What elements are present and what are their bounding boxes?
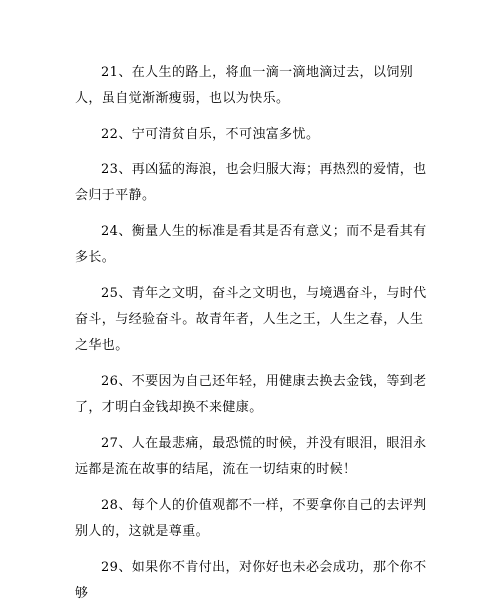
quote-paragraph-23: 23、再凶猛的海浪，也会归服大海；再热烈的爱情，也会归于平静。: [75, 162, 427, 203]
quote-paragraph-22: 22、宁可清贫自乐，不可浊富多忧。: [101, 127, 320, 142]
quote-paragraph-29-partial: 29、如果你不肯付出，对你好也未必会成功，那个你不够: [75, 560, 427, 601]
quote-paragraph-26: 26、不要因为自己还年轻，用健康去换去金钱，等到老了，才明白金钱却换不来健康。: [75, 374, 427, 415]
quote-paragraph-27: 27、人在最悲痛，最恐慌的时候，并没有眼泪，眼泪永远都是流在故事的结尾，流在一切结束的时候！: [75, 436, 427, 477]
quote-paragraph-28: 28、每个人的价值观都不一样，不要拿你自己的去评判别人的，这就是尊重。: [75, 498, 427, 539]
quote-paragraph-24: 24、衡量人生的标准是看其是否有意义；而不是看其有多长。: [75, 224, 427, 265]
quote-paragraph-21: 21、在人生的路上，将血一滴一滴地滴过去，以饲别人，虽自觉渐渐瘦弱，也以为快乐。: [75, 65, 414, 106]
quote-paragraph-25: 25、青年之文明，奋斗之文明也，与境遇奋斗，与时代奋斗，与经验奋斗。故青年者，人生之王，人生之春，人生之华也。: [75, 286, 427, 353]
